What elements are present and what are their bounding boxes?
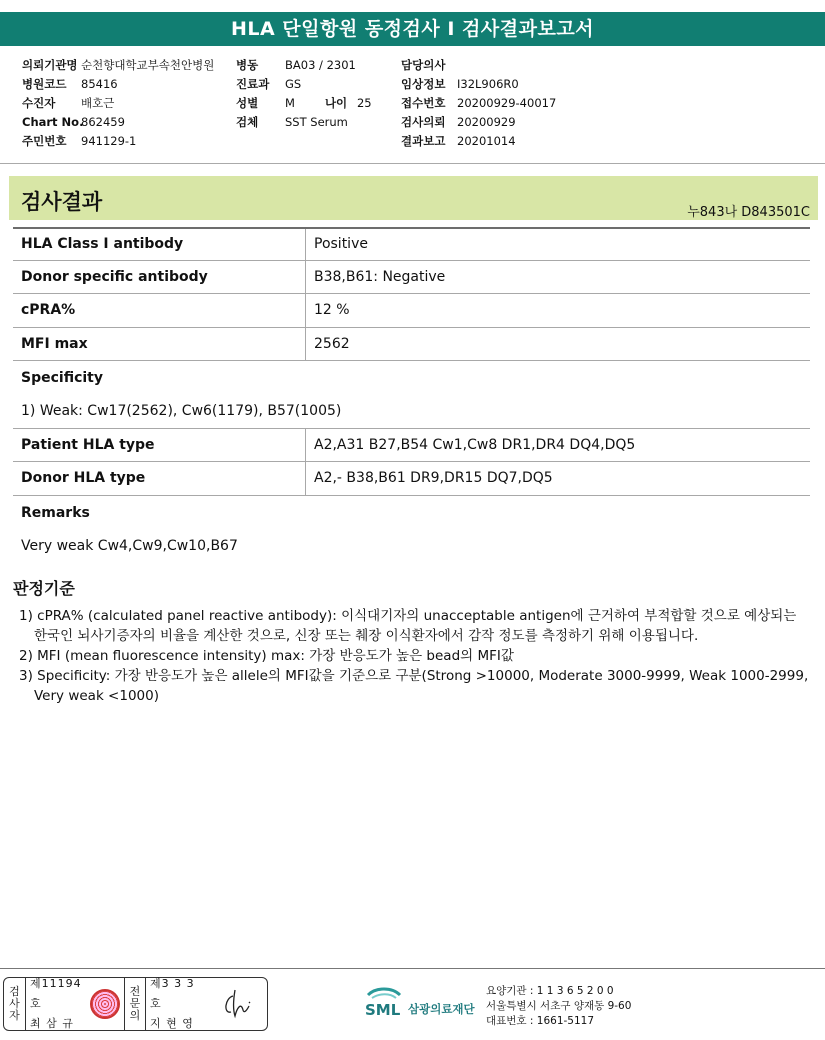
specificity-value: 1) Weak: Cw17(2562), Cw6(1179), B57(1005) <box>21 403 342 420</box>
sml-short-name: SML <box>365 1001 401 1019</box>
class1-label: HLA Class Ⅰ antibody <box>13 229 306 260</box>
id-value: 941129-1 <box>81 134 137 148</box>
table-row <box>13 328 810 362</box>
name-value: 배호근 <box>81 96 115 110</box>
table-row <box>13 294 810 328</box>
donor-hla-value: A2,- B38,B61 DR9,DR15 DQ7,DQ5 <box>314 470 553 487</box>
receipt-label: 접수번호 <box>401 96 446 110</box>
examiner-label: 검 사 자 <box>4 978 26 1030</box>
contact-info <box>486 984 631 1029</box>
examiner-number: 제11194호 <box>30 977 82 1010</box>
specimen-label: 검체 <box>236 115 259 129</box>
examiner-info <box>26 978 86 1030</box>
chart-value: 862459 <box>81 115 125 129</box>
dept-value: GS <box>285 77 302 91</box>
phone: 대표번호 : 1661-5117 <box>486 1015 595 1027</box>
hospital-label: 의뢰기관명 <box>22 58 78 72</box>
table-row <box>13 261 810 295</box>
clinical-value: I32L906R0 <box>457 77 519 91</box>
table-row <box>13 496 810 530</box>
table-row <box>13 462 810 496</box>
doctor-label: 담당의사 <box>401 58 446 72</box>
table-row <box>13 227 810 261</box>
table-row <box>13 361 810 395</box>
sml-logo <box>362 985 475 1023</box>
result-section-title: 검사결과 <box>21 190 103 214</box>
age-value: 25 <box>356 96 372 110</box>
age-label: 나이 <box>324 96 348 110</box>
specialist-number: 제3 3 3 호 <box>150 977 195 1010</box>
code-value: 85416 <box>81 77 118 91</box>
specimen-value: SST Serum <box>285 115 348 129</box>
class1-value: Positive <box>314 236 368 253</box>
criteria-title: 판정기준 <box>13 579 75 598</box>
cpra-value: 12 % <box>314 302 350 319</box>
remarks-label: Remarks <box>21 504 90 521</box>
remarks-value: Very weak Cw4,Cw9,Cw10,B67 <box>21 538 238 555</box>
request-value: 20200929 <box>457 115 516 129</box>
specialist-info <box>146 978 206 1030</box>
donor-hla-label: Donor HLA type <box>13 462 306 495</box>
clinical-label: 임상정보 <box>401 77 446 91</box>
table-row <box>13 395 810 429</box>
name-label: 수진자 <box>22 96 56 110</box>
report-date-label: 결과보고 <box>401 134 446 148</box>
footer-divider <box>0 968 825 969</box>
result-section-header <box>9 176 818 220</box>
receipt-value: 20200929-40017 <box>457 96 557 110</box>
criteria-item: 2) MFI (mean fluorescence intensity) max: 가장 반응도가 높은 bead의 MFI값 <box>19 648 514 664</box>
specialist-name: 지 현 영 <box>150 1017 194 1030</box>
dsa-value: B38,B61: Negative <box>314 268 446 285</box>
patient-info-right <box>401 56 556 151</box>
sex-label: 성별 <box>236 96 259 110</box>
mfi-value: 2562 <box>314 336 350 353</box>
mfi-label: MFI max <box>13 328 306 361</box>
request-label: 검사의뢰 <box>401 115 446 129</box>
cpra-label: cPRA% <box>13 294 306 327</box>
report-title: HLA 단일항원 동정검사 I 검사결과보고서 <box>0 12 825 46</box>
chart-label: Chart No. <box>22 115 84 129</box>
header-divider <box>0 163 825 164</box>
code-label: 병원코드 <box>22 77 67 91</box>
patient-hla-label: Patient HLA type <box>13 429 306 462</box>
result-code: 누843나 D843501C <box>687 205 810 220</box>
specialist-label: 전 문 의 <box>124 978 146 1030</box>
hospital-value: 순천향대학교부속천안병원 <box>81 58 215 72</box>
ward-value: BA03 / 2301 <box>285 58 356 72</box>
patient-info-middle <box>236 56 372 132</box>
examiner-seal-icon <box>86 978 124 1030</box>
dept-label: 진료과 <box>236 77 270 91</box>
signature-box <box>3 977 268 1031</box>
examiner-name: 최 삼 규 <box>30 1017 74 1030</box>
criteria-item: 3) Specificity: 가장 반응도가 높은 allele의 MFI값을 기준으로 구분(Strong >10000, Moderate 3000-9999, Weak 1000-2999, Very weak <1000) <box>19 668 809 704</box>
criteria-list <box>19 606 809 706</box>
patient-info-left <box>22 56 214 151</box>
criteria-item: 1) cPRA% (calculated panel reactive antibody): 이식대기자의 unacceptable antigen에 근거하여 부적합할 것으로 예상되는 한국인 뇌사기증자의 비율을 계산한 것으로, 신장 또는 췌장 이식환자에서 감작 정도를 측정하기 위해 이용됩니다. <box>19 608 797 644</box>
table-row <box>13 529 810 563</box>
care-number: 요양기관 : 1 1 3 6 5 2 0 0 <box>486 985 614 997</box>
patient-hla-value: A2,A31 B27,B54 Cw1,Cw8 DR1,DR4 DQ4,DQ5 <box>314 436 636 453</box>
specificity-label: Specificity <box>21 370 103 387</box>
sml-full-name: 삼광의료재단 <box>408 1002 475 1016</box>
signature-icon <box>206 978 267 1030</box>
table-row <box>13 429 810 463</box>
dsa-label: Donor specific antibody <box>13 261 306 294</box>
report-date-value: 20201014 <box>457 134 516 148</box>
address: 서울특별시 서초구 양재동 9-60 <box>486 1000 632 1012</box>
id-label: 주민번호 <box>22 134 67 148</box>
result-table <box>13 227 810 563</box>
sml-mark-icon <box>362 985 404 1023</box>
ward-label: 병동 <box>236 58 259 72</box>
sex-value: M <box>285 96 295 110</box>
